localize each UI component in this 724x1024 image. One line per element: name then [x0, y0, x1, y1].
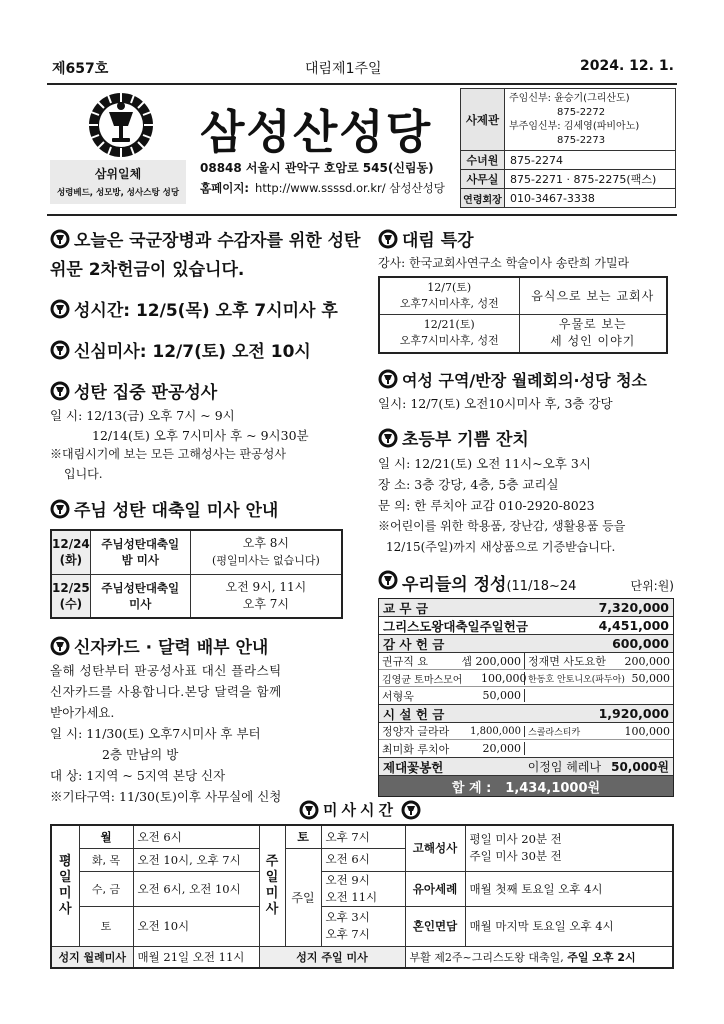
convent-phone: 875-2274	[505, 151, 676, 170]
table-row	[379, 315, 667, 353]
table-cell: 100,000	[481, 671, 527, 685]
table-cell: 셉 200,000	[453, 653, 525, 669]
kids-party-line: 문 의: 한 루치아 교감 010-2920-8023	[378, 498, 595, 513]
offering-label: 감 사 헌 금	[383, 636, 445, 652]
table-cell: 김영균 토마스모어	[382, 674, 463, 686]
christmas-mass-name: 주님성탄대축일	[101, 580, 180, 595]
table-cell: 50,000	[453, 689, 525, 702]
table-row	[51, 906, 673, 946]
right-column	[378, 226, 674, 797]
marriage-time: 매월 마지막 토요일 오후 4시	[465, 906, 673, 946]
parish-emblem-icon	[299, 800, 319, 820]
offering-label: 시 설 헌 금	[383, 706, 445, 722]
table-cell: 서형욱	[382, 689, 414, 703]
table-row	[51, 574, 342, 618]
advent-lecture-heading	[378, 226, 674, 251]
table-cell: 여성 구역/반장 월례회의·성당 청소	[402, 370, 648, 390]
confession-line: 일 시: 12/13(금) 오후 7시 ~ 9시	[50, 408, 235, 423]
holy-hour-heading	[50, 296, 355, 321]
table-cell: 주님 성탄 대축일 미사 안내	[74, 501, 279, 521]
table-cell: 권규직 요	[382, 655, 429, 668]
shrine-sunday-label: 성지 주일 미사	[259, 946, 405, 968]
card-heading	[50, 633, 355, 658]
advent-lecture-table	[378, 276, 668, 354]
offering-total	[379, 776, 673, 796]
table-row	[379, 723, 673, 740]
parish-emblem-icon	[378, 570, 398, 590]
lecture-topic: 우물로 보는	[558, 317, 627, 332]
table-cell: 200,000	[624, 654, 670, 668]
mass-times-heading	[0, 799, 724, 820]
women-meeting-time: 일시: 12/7(토) 오전10시미사 후, 3층 강당	[378, 395, 613, 411]
card-text: 대 상: 1지역 ~ 5지역 본당 신자	[50, 768, 226, 783]
offering-label: 그리스도왕대축일주일헌금	[383, 618, 528, 634]
confession-note: ※대림시기에 보는 모든 고해성사는 판공성사	[50, 447, 286, 461]
kids-party-line: 장 소: 3층 강당, 4층, 5층 교리실	[378, 477, 559, 492]
table-row	[379, 670, 673, 687]
sun-time: 오후 7시	[325, 927, 370, 941]
kids-party-line: 일 시: 12/21(토) 오전 11시~오후 3시	[378, 456, 591, 471]
sat-time: 오후 7시	[321, 825, 405, 848]
liturgical-day: 대림제1주일	[305, 61, 382, 77]
sat-label: 토	[285, 825, 321, 848]
confession-time: 평일 미사 20분 전	[469, 832, 562, 847]
offering-value: 1,920,000	[598, 706, 669, 721]
weekday-time: 오전 6시, 오전 10시	[133, 871, 259, 906]
table-cell: 신심미사: 12/7(토) 오전 10시	[74, 342, 311, 362]
parish-emblem-icon	[50, 499, 70, 519]
parish-emblem-icon	[50, 340, 70, 360]
issue-number: 제657호	[52, 61, 109, 77]
table-cell: 주일 오후 2시	[567, 950, 636, 964]
baptism-time: 매월 첫째 토요일 오후 4시	[465, 871, 673, 906]
notice-heading	[50, 226, 361, 251]
shrine-sunday-time	[405, 946, 673, 968]
parish-emblem-icon	[378, 229, 398, 249]
card-text: 2층 만남의 방	[102, 747, 179, 762]
christmas-mass-name: 미사	[129, 596, 152, 611]
women-meeting-heading	[378, 368, 674, 391]
left-column	[50, 226, 361, 807]
christmas-date: 12/24	[52, 537, 90, 552]
rectory-label: 사제관	[461, 89, 505, 151]
sun-time: 오전 6시	[325, 852, 370, 866]
table-row	[379, 687, 673, 704]
card-text: 올해 성탄부터 판공성사표 대신 플라스틱	[50, 663, 282, 678]
offering-label: 교 무 금	[383, 600, 428, 616]
homepage	[200, 180, 445, 196]
marriage-label: 혼인면담	[405, 906, 465, 946]
offering-value: 7,320,000	[598, 600, 669, 615]
lecture-date: 12/21(토)	[423, 318, 475, 332]
christmas-mass-name: 주님성탄대축일	[101, 537, 180, 552]
table-cell: 50,000	[631, 671, 670, 685]
table-cell: 성탄 집중 판공성사	[74, 383, 218, 403]
sunday-label	[259, 825, 285, 946]
table-cell: 성시간: 12/5(목) 오후 7시미사 후	[74, 301, 338, 321]
table-cell: 한동호 안토니오(파두아)	[528, 674, 625, 685]
confession-line: 12/14(토) 오후 7시미사 후 ~ 9시30분	[92, 427, 309, 443]
confession-heading	[50, 378, 355, 403]
christmas-date: 12/25	[52, 580, 90, 595]
table-cell: 스콜라스티카	[528, 727, 581, 738]
mass-schedule-table	[50, 824, 674, 969]
table-cell: 1,800,000	[465, 726, 525, 737]
table-cell: 평일미사	[58, 853, 72, 917]
table-row	[379, 740, 673, 757]
trinity-title: 삼위일체	[94, 167, 142, 181]
weekday-label	[51, 825, 79, 946]
kids-party-heading	[378, 425, 674, 450]
card-text: 받아가세요.	[50, 705, 115, 720]
christmas-mass-time: 오전 9시, 11시	[225, 579, 307, 594]
christmas-heading	[50, 496, 355, 521]
card-text: 신자카드를 사용합니다.본당 달력을 함께	[50, 684, 282, 699]
lecture-date: 12/7(토)	[427, 280, 472, 294]
table-cell: 미사시간	[323, 801, 397, 819]
office-phone: 875-2271 · 875-2275(팩스)	[505, 170, 676, 189]
parish-logo	[88, 92, 154, 158]
parish-emblem-icon	[378, 428, 398, 448]
table-row	[51, 530, 342, 574]
offering-label: 제대꽃봉헌	[383, 759, 444, 775]
homepage-label: 홈페이지:	[200, 181, 250, 195]
sun-time: 오전 11시	[325, 889, 378, 904]
weekday-time: 오전 6시	[133, 825, 259, 848]
lecture-topic: 세 성인 이야기	[550, 334, 636, 349]
card-text: ※기타구역: 11/30(토)이후 사무실에 신청	[50, 789, 282, 804]
christmas-mass-name: 밤 미사	[121, 553, 159, 568]
offering-value: 4,451,000	[598, 618, 669, 633]
weekday-time: 오전 10시	[133, 906, 259, 946]
council-phone: 010-3467-3338	[505, 189, 676, 208]
table-cell: 대림 특강	[402, 231, 474, 251]
homepage-link[interactable]: http://www.ssssd.or.kr/ 삼성산성당	[255, 181, 445, 195]
christmas-mass-table	[50, 529, 343, 619]
offering-value: 600,000	[612, 636, 669, 651]
table-cell: 최미화 루치아	[382, 742, 450, 756]
christmas-mass-time: 오후 8시	[242, 536, 289, 551]
card-text: 일 시: 11/30(토) 오후7시미사 후 부터	[50, 726, 261, 741]
bulletin-date: 2024. 12. 1.	[580, 58, 674, 74]
contact-table	[460, 88, 676, 208]
weekday-day: 토	[79, 906, 133, 946]
table-row	[51, 825, 673, 848]
table-cell: 20,000	[465, 742, 525, 755]
confession-note: 입니다.	[64, 466, 103, 481]
parish-emblem-icon	[378, 369, 398, 389]
parish-emblem-icon	[50, 229, 70, 249]
offering-value: 50,000원	[611, 760, 669, 774]
confession-time: 주일 미사 30분 전	[469, 849, 562, 864]
offering-title: 우리들의 정성	[402, 575, 507, 595]
sun-time: 오후 3시	[325, 910, 370, 924]
christmas-mass-time: 오후 7시	[242, 596, 289, 611]
parish-name: 삼성산성당	[200, 105, 433, 159]
notice-heading-line2: 위문 2차헌금이 있습니다.	[50, 260, 245, 280]
parish-emblem-icon	[50, 636, 70, 656]
kids-party-line: 12/15(주일)까지 새상품으로 기증받습니다.	[386, 540, 616, 554]
table-cell: 부활 제2주~그리스도왕 대축일,	[409, 950, 564, 964]
kids-party-line: ※어린이를 위한 학용품, 장난감, 생활용품 등을	[378, 519, 626, 533]
offering-unit: 단위:원)	[630, 579, 674, 593]
convent-label: 수녀원	[461, 151, 505, 170]
total-label: 합 계 :	[451, 780, 492, 796]
shrine-time: 매월 21일 오전 11시	[133, 946, 259, 968]
table-cell: 신자카드 · 달력 배부 안내	[74, 638, 269, 658]
table-row	[379, 653, 673, 670]
pastor-phone: 875-2272	[557, 106, 606, 118]
christmas-day: (화)	[59, 553, 83, 568]
trinity-box	[50, 160, 186, 204]
table-row	[51, 946, 673, 968]
lecture-topic: 음식으로 보는 교회사	[519, 277, 667, 315]
assistant-phone: 875-2273	[557, 134, 606, 146]
christmas-mass-note: (평일미사는 없습니다)	[212, 554, 320, 568]
table-row	[51, 871, 673, 906]
parish-emblem-icon	[50, 381, 70, 401]
confession-label: 고해성사	[405, 825, 465, 871]
offering-heading	[378, 570, 674, 595]
weekday-time: 오전 10시, 오후 7시	[133, 848, 259, 871]
total-value: 1,434,1000원	[505, 780, 601, 796]
weekday-day: 수, 금	[79, 871, 133, 906]
parish-emblem-icon	[401, 800, 421, 820]
office-label: 사무실	[461, 170, 505, 189]
offering-period: (11/18~24	[506, 579, 577, 594]
assistant: 부주임신부: 김세영(파비아노)	[509, 120, 640, 132]
flower-donor: 이정임 헤레나	[527, 760, 602, 774]
sun-label: 주일	[285, 848, 321, 946]
weekday-day: 화, 목	[79, 848, 133, 871]
lecture-place: 오후7시미사후, 성전	[399, 334, 499, 348]
table-cell: 주일미사	[265, 853, 279, 917]
advent-speaker: 강사: 한국교회사연구소 학술이사 송란희 가밀라	[378, 256, 630, 270]
christmas-day: (수)	[59, 596, 83, 611]
sun-time: 오전 9시	[325, 872, 370, 887]
parish-address: 08848 서울시 관악구 호암로 545(신림동)	[200, 161, 434, 175]
offering-table	[378, 598, 674, 797]
table-cell: 100,000	[624, 724, 670, 738]
table-cell: 초등부 기쁨 잔치	[402, 430, 529, 450]
weekday-day: 월	[79, 825, 133, 848]
shrine-label: 성지 월례미사	[51, 946, 133, 968]
devotion-mass-heading	[50, 337, 355, 362]
table-cell: 정재면 사도요한	[528, 655, 606, 668]
table-row	[379, 277, 667, 315]
lecture-place: 오후7시미사후, 성전	[399, 296, 499, 310]
table-cell: 정양자 글라라	[382, 725, 450, 738]
council-label: 연령회장	[461, 189, 505, 208]
pastor: 주임신부: 윤승기(그리산도)	[509, 92, 630, 104]
table-cell: 오늘은 국군장병과 수감자를 위한 성탄	[74, 231, 361, 251]
parish-emblem-icon	[50, 299, 70, 319]
baptism-label: 유아세례	[405, 871, 465, 906]
trinity-names: 성령베드, 성모방, 성사스탕 성당	[56, 188, 180, 198]
